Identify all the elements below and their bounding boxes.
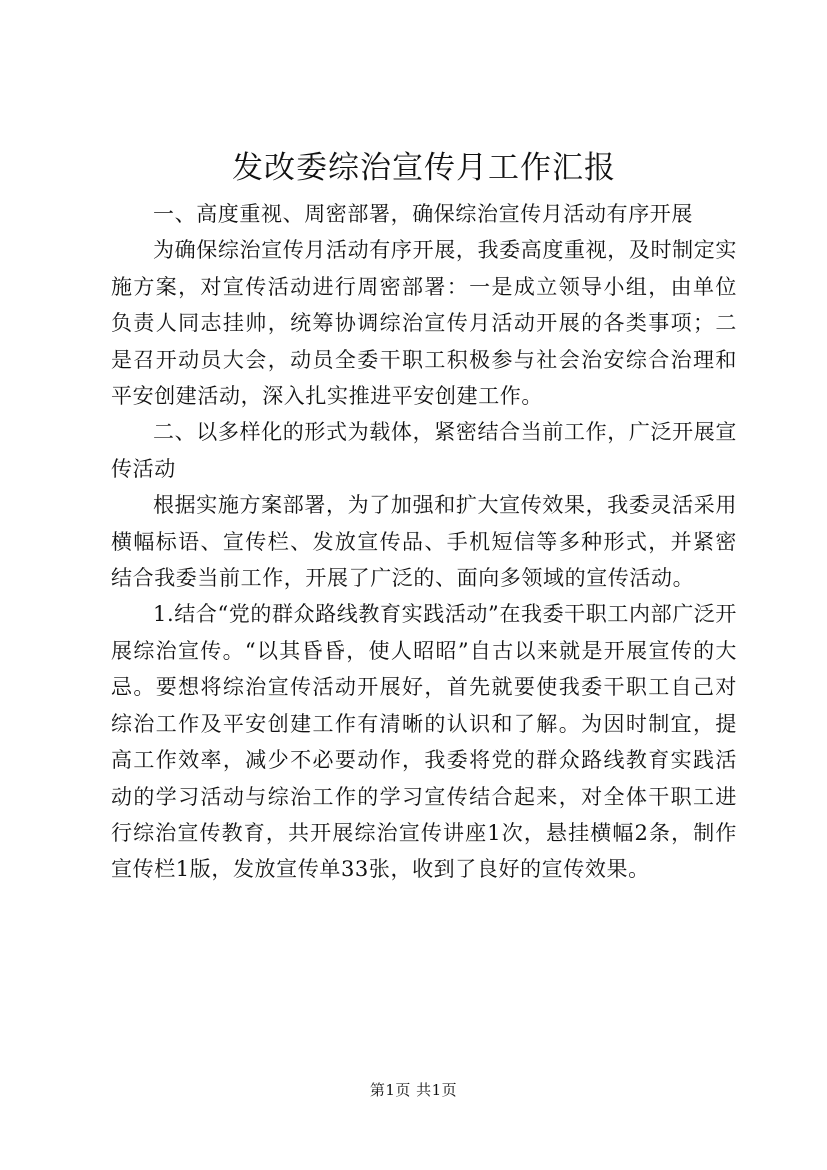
page-footer: 第1页 共1页	[369, 1081, 458, 1099]
document-title: 发改委综治宣传月工作汇报	[232, 150, 616, 186]
section-paragraph-1: 为确保综治宣传月活动有序开展，我委高度重视，及时制定实施方案，对宣传活动进行周密部署：一是成立领导小组，由单位负责人同志挂帅，统筹协调综治宣传月活动开展的各类事项；二是召开动员大会，动员全委干职工积极参与社会治安综合治理和平安创建活动，深入扎实推进平安创建工作。	[111, 238, 737, 409]
item-paragraph-1: 1.结合“党的群众路线教育实践活动”在我委干职工内部广泛开展综治宣传。“以其昏昏，使人昭昭”自古以来就是开展宣传的大忌。要想将综治宣传活动开展好，首先就要使我委干职工自己对综治工作及平安创建工作有清晰的认识和了解。为因时制宜，提高工作效率，减少不必要动作，我委将党的群众路线教育实践活动的学习活动与综治工作的学习宣传结合起来，对全体干职工进行综治宣传教育，共开展综治宣传讲座1次，悬挂横幅2条，制作宣传栏1版，发放宣传单33张，收到了良好的宣传效果。	[111, 602, 737, 882]
section-heading-2: 二、以多样化的形式为载体，紧密结合当前工作，广泛开展宣传活动	[111, 420, 737, 481]
document-body	[111, 140, 737, 888]
section-heading-1: 一、高度重视、周密部署，确保综治宣传月活动有序开展	[153, 202, 693, 226]
section-paragraph-2: 根据实施方案部署，为了加强和扩大宣传效果，我委灵活采用横幅标语、宣传栏、发放宣传品、手机短信等多种形式，并紧密结合我委当前工作，开展了广泛的、面向多领域的宣传活动。	[111, 493, 737, 591]
